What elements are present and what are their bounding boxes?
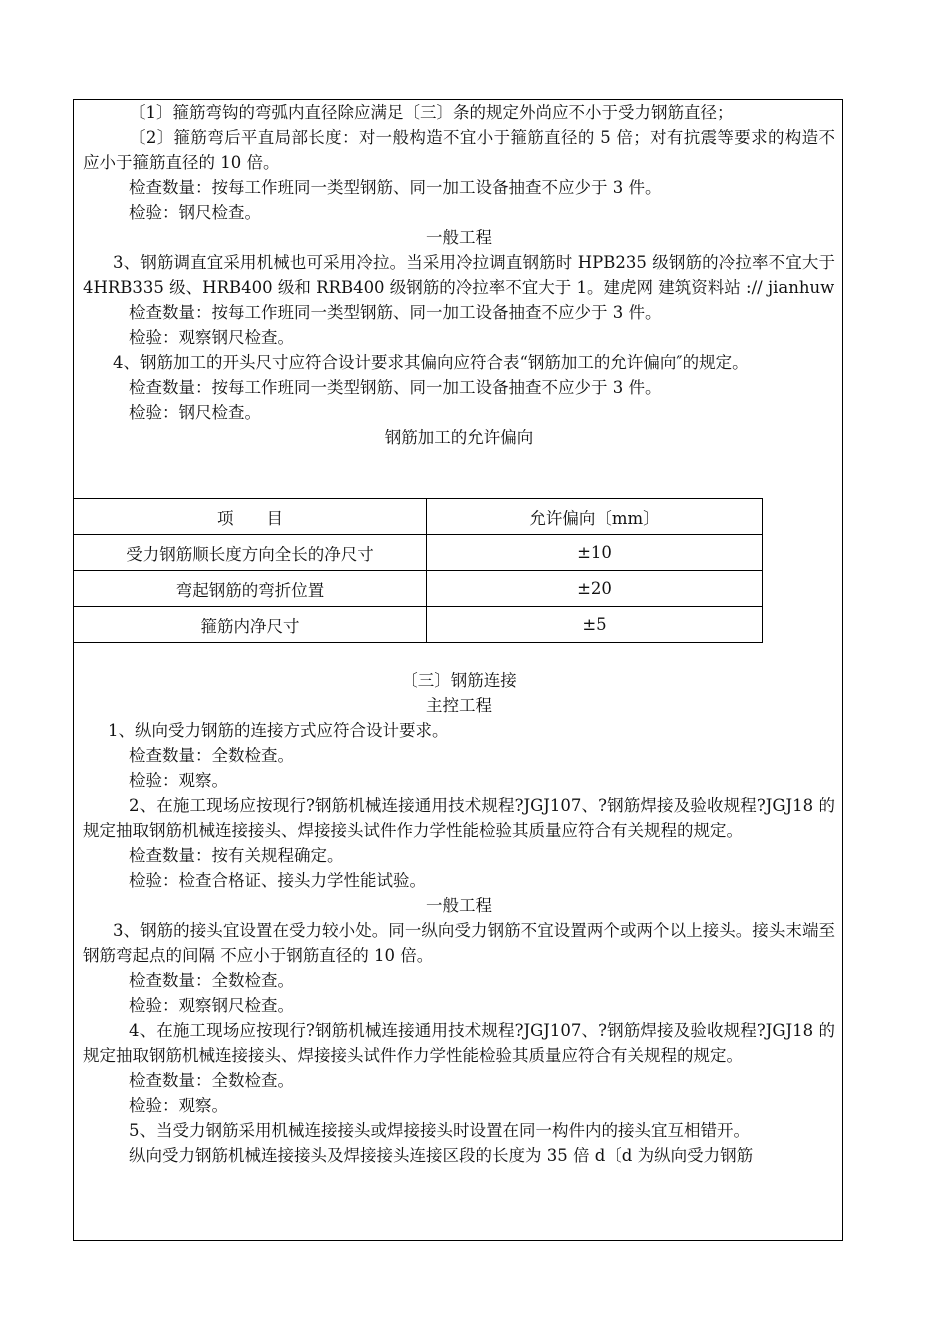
lower-text <box>83 668 835 1168</box>
paragraph: 1、纵向受力钢筋的连接方式应符合设计要求。 <box>108 721 449 740</box>
paragraph: 5、当受力钢筋采用机械连接接头或焊接接头时设置在同一构件内的接头宜互相错开。 <box>129 1121 750 1140</box>
table-cell: ±10 <box>427 535 763 571</box>
paragraph: 检验：观察钢尺检查。 <box>129 996 294 1015</box>
paragraph: 检验：钢尺检查。 <box>129 403 261 422</box>
paragraph: 3、钢筋的接头宜设置在受力较小处。同一纵向受力钢筋不宜设置两个或两个以上接头。接头末端至钢筋弯起点的间隔 不应小于钢筋直径的 10 倍。 <box>83 921 835 965</box>
section-heading: 〔三〕钢筋连接 <box>401 671 517 690</box>
table-cell: ±5 <box>427 607 763 643</box>
deviation-table <box>73 498 763 643</box>
paragraph: 检查数量：按每工作班同一类型钢筋、同一加工设备抽查不应少于 3 件。 <box>129 378 662 397</box>
paragraph: 检查数量：全数检查。 <box>129 1071 294 1090</box>
paragraph: 〔1〕箍筋弯钩的弯弧内直径除应满足〔三〕条的规定外尚应不小于受力钢筋直径； <box>129 103 734 122</box>
paragraph: 检查数量：全数检查。 <box>129 971 294 990</box>
paragraph: 检查数量：按每工作班同一类型钢筋、同一加工设备抽查不应少于 3 件。 <box>129 178 662 197</box>
paragraph: 检查数量：按每工作班同一类型钢筋、同一加工设备抽查不应少于 3 件。 <box>129 303 662 322</box>
table-header-item: 项 目 <box>74 499 427 535</box>
paragraph: 检验：观察钢尺检查。 <box>129 328 294 347</box>
paragraph: 检查数量：按有关规程确定。 <box>129 846 344 865</box>
section-subheading: 一般工程 <box>426 896 492 915</box>
paragraph: 3、钢筋调直宜采用机械也可采用冷拉。当采用冷拉调直钢筋时 HPB235 级钢筋的冷拉率不宜大于 4HRB335 级、HRB400 级和 RRB400 级钢筋的冷拉率不宜大于 1。建虎网 建筑资料站 :// jianhuw <box>83 253 835 297</box>
paragraph: 4、钢筋加工的开头尺寸应符合设计要求其偏向应符合表“钢筋加工的允许偏向″的规定。 <box>113 353 749 372</box>
table-header-deviation: 允许偏向〔mm〕 <box>427 499 763 535</box>
paragraph: 〔2〕箍筋弯后平直局部长度：对一般构造不宜小于箍筋直径的 5 倍；对有抗震等要求的构造不应小于箍筋直径的 10 倍。 <box>83 128 835 172</box>
paragraph: 检验：观察。 <box>129 771 228 790</box>
table-row <box>74 607 763 643</box>
table-cell: 箍筋内净尺寸 <box>74 607 427 643</box>
table-cell: 受力钢筋顺长度方向全长的净尺寸 <box>74 535 427 571</box>
table-row <box>74 571 763 607</box>
paragraph: 检查数量：全数检查。 <box>129 746 294 765</box>
paragraph: 4、在施工现场应按现行?钢筋机械连接通用技术规程?JGJ107、?钢筋焊接及验收规程?JGJ18 的规定抽取钢筋机械连接接头、焊接接头试件作力学性能检验其质量应符合有关规程的规定。 <box>83 1021 835 1065</box>
table-cell: 弯起钢筋的弯折位置 <box>74 571 427 607</box>
section-heading: 一般工程 <box>426 228 492 247</box>
paragraph: 2、在施工现场应按现行?钢筋机械连接通用技术规程?JGJ107、?钢筋焊接及验收规程?JGJ18 的规定抽取钢筋机械连接接头、焊接接头试件作力学性能检验其质量应符合有关规程的规定。 <box>83 796 835 840</box>
paragraph: 纵向受力钢筋机械连接接头及焊接接头连接区段的长度为 35 倍 d〔d 为纵向受力钢筋 <box>129 1146 754 1165</box>
paragraph: 检验：检查合格证、接头力学性能试验。 <box>129 871 426 890</box>
paragraph: 检验：观察。 <box>129 1096 228 1115</box>
upper-text <box>83 100 835 450</box>
paragraph: 检验：钢尺检查。 <box>129 203 261 222</box>
table-row <box>74 535 763 571</box>
section-subheading: 主控工程 <box>426 696 492 715</box>
table-header-row <box>74 499 763 535</box>
table-cell: ±20 <box>427 571 763 607</box>
table-title: 钢筋加工的允许偏向 <box>384 428 534 447</box>
